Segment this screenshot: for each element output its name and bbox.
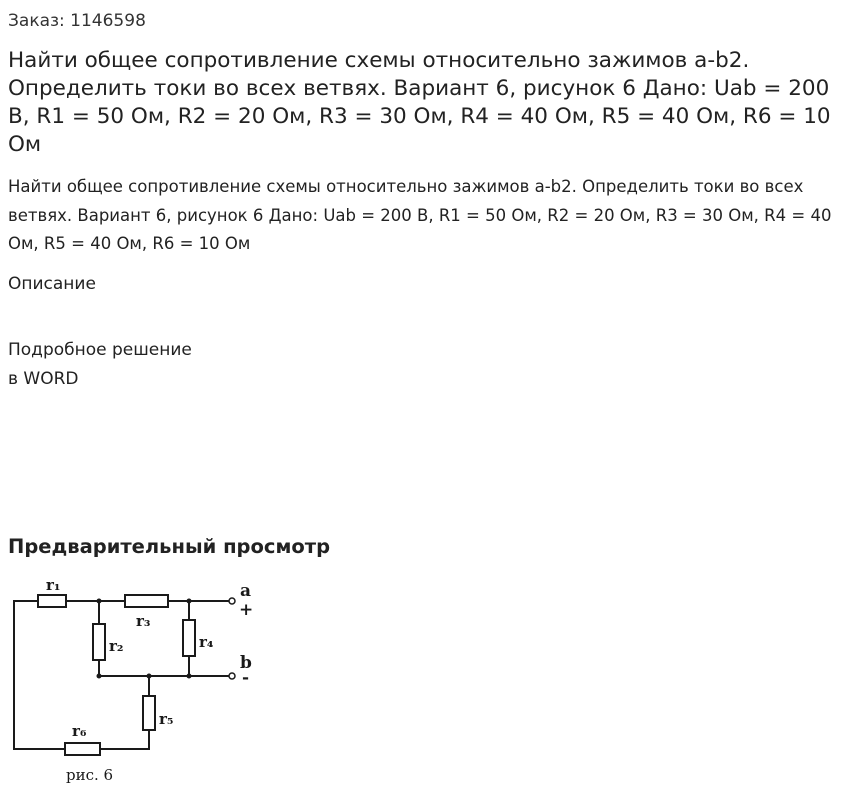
label-plus: + bbox=[239, 600, 254, 620]
terminal-a-dot bbox=[229, 598, 235, 604]
order-number: Заказ: 1146598 bbox=[8, 11, 146, 31]
label-terminal-a: a bbox=[240, 581, 252, 601]
resistor-r2 bbox=[93, 624, 105, 660]
label-r6: r₆ bbox=[72, 722, 87, 740]
label-r2: r₂ bbox=[109, 637, 124, 655]
junction-node-4 bbox=[147, 674, 152, 679]
circuit-wires bbox=[14, 601, 230, 749]
resistor-r6 bbox=[65, 743, 100, 755]
label-r3: r₃ bbox=[136, 612, 151, 630]
label-r1: r₁ bbox=[46, 576, 61, 594]
solution-line-2: в WORD bbox=[8, 369, 79, 389]
resistor-r1 bbox=[38, 595, 66, 607]
solution-line-1: Подробное решение bbox=[8, 340, 192, 360]
description-label: Описание bbox=[8, 274, 96, 294]
resistor-r4 bbox=[183, 620, 195, 656]
solution-info bbox=[8, 336, 192, 394]
junction-node-1 bbox=[97, 599, 102, 604]
resistor-r3 bbox=[125, 595, 168, 607]
terminals bbox=[229, 598, 235, 679]
circuit-schematic bbox=[8, 568, 270, 790]
label-r4: r₄ bbox=[199, 633, 214, 651]
resistor-r5 bbox=[143, 696, 155, 730]
junction-node-5 bbox=[187, 674, 192, 679]
junction-node-3 bbox=[97, 674, 102, 679]
page-title: Найти общее сопротивление схемы относительно зажимов a-b2. Определить токи во всех ветвях. Вариант 6, рисунок 6 Дано: Uab = 200 В, R1 = 50 Ом, R2 = 20 Ом, R3 = 30 Ом, R4 = 40 Ом, R5 = 40 Ом, R6 = 10 Ом bbox=[8, 48, 831, 157]
preview-heading: Предварительный просмотр bbox=[8, 535, 331, 558]
label-minus: - bbox=[242, 668, 250, 688]
terminal-b-dot bbox=[229, 673, 235, 679]
junction-node-2 bbox=[187, 599, 192, 604]
task-description: Найти общее сопротивление схемы относительно зажимов a-b2. Определить токи во всех ветвях. Вариант 6, рисунок 6 Дано: Uab = 200 В, R1 = 50 Ом, R2 = 20 Ом, R3 = 30 Ом, R4 = 40 Ом, R5 = 40 Ом, R6 = 10 Ом bbox=[8, 177, 832, 253]
label-r5: r₅ bbox=[159, 710, 174, 728]
label-terminal-b: b bbox=[240, 653, 252, 673]
figure-caption: рис. 6 bbox=[66, 766, 114, 784]
